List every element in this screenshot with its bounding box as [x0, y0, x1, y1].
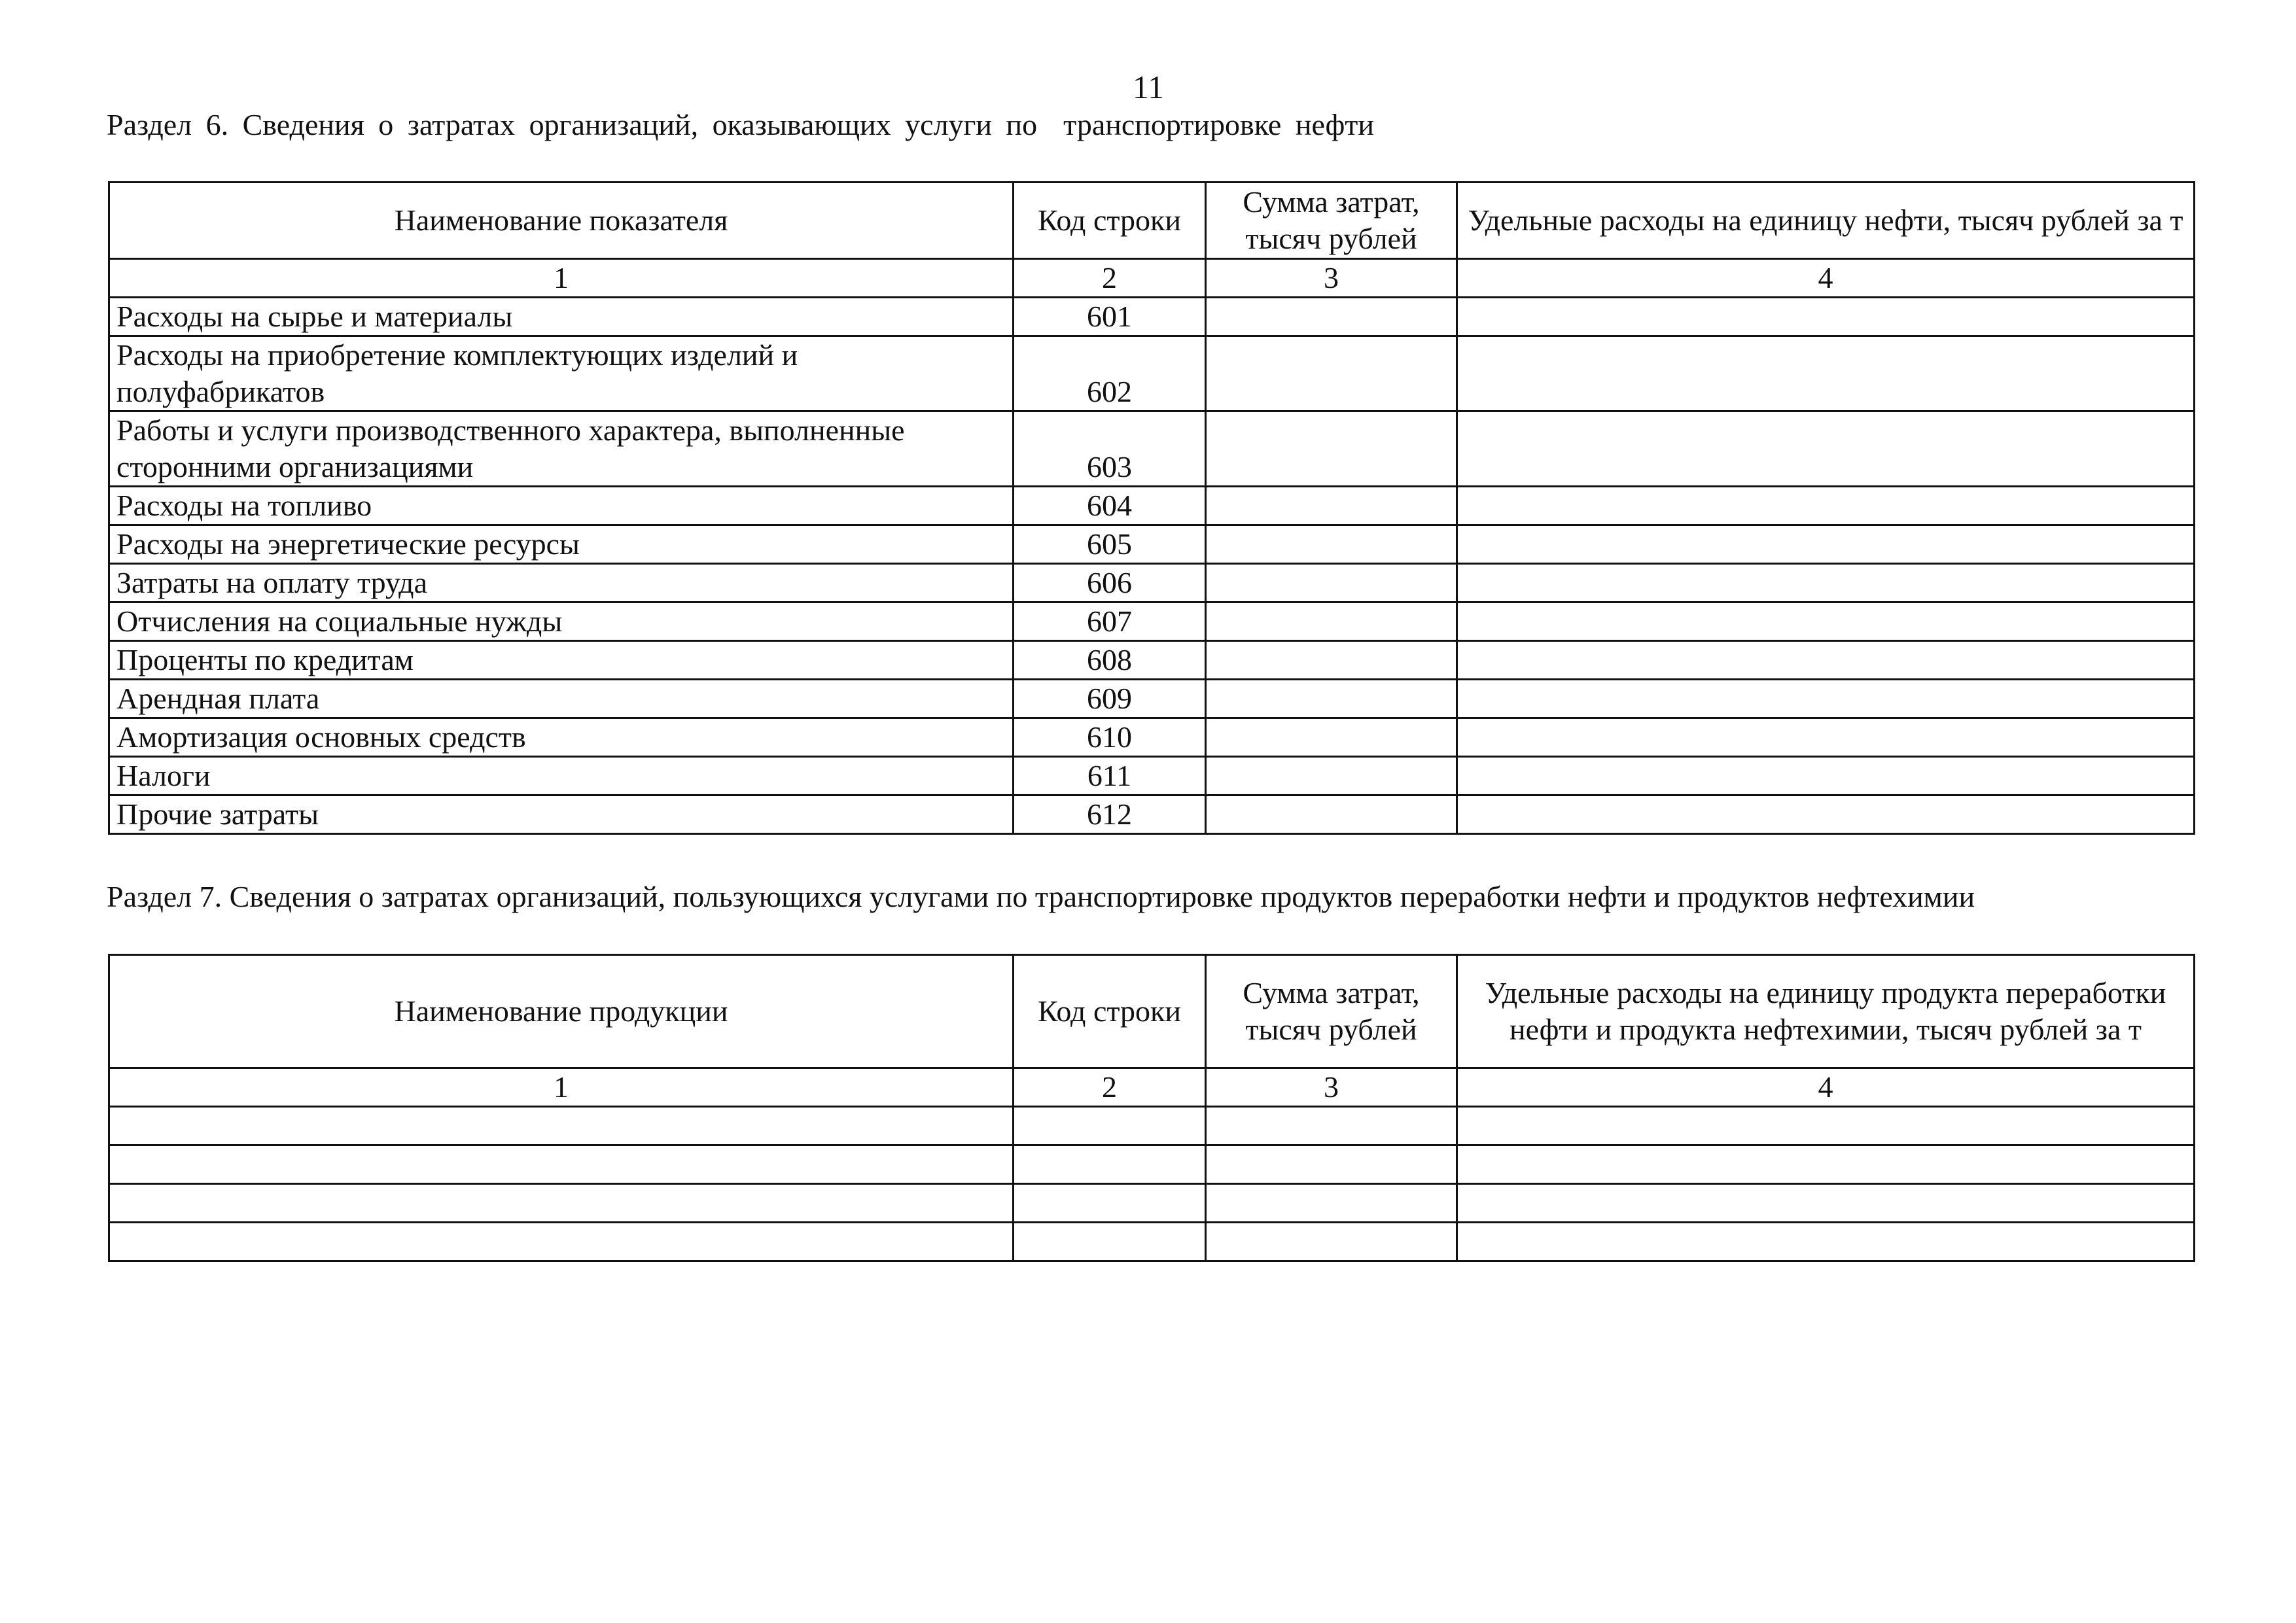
- row-code: 610: [1014, 718, 1206, 757]
- product-name-cell[interactable]: [109, 1107, 1014, 1145]
- column-number: 1: [109, 259, 1014, 298]
- empty-row: [109, 1223, 2195, 1261]
- row-code: 612: [1014, 795, 1206, 834]
- row-name: Отчисления на социальные нужды: [109, 602, 1014, 641]
- sum-cell[interactable]: [1206, 298, 1457, 336]
- sum-cell[interactable]: [1206, 336, 1457, 411]
- code-cell[interactable]: [1014, 1223, 1206, 1261]
- header-sum: Сумма затрат, тысяч рублей: [1206, 955, 1457, 1068]
- sum-cell[interactable]: [1206, 564, 1457, 602]
- section-6-title: [107, 110, 1374, 140]
- column-number-row: [109, 259, 2195, 298]
- sum-cell[interactable]: [1206, 411, 1457, 487]
- unit-cost-cell[interactable]: [1457, 680, 2195, 718]
- table-row: [109, 602, 2195, 641]
- empty-row: [109, 1145, 2195, 1184]
- table-row: [109, 564, 2195, 602]
- header-row: [109, 955, 2195, 1068]
- row-name: Прочие затраты: [109, 795, 1014, 834]
- section-7-title: Раздел 7. Сведения о затратах организаций, пользующихся услугами по транспортировке продуктов переработки нефти и продуктов нефтехимии: [107, 880, 1975, 913]
- header-name: Наименование показателя: [109, 183, 1014, 259]
- table-row: [109, 641, 2195, 680]
- sum-cell[interactable]: [1206, 1107, 1457, 1145]
- row-code: 607: [1014, 602, 1206, 641]
- code-cell[interactable]: [1014, 1145, 1206, 1184]
- sum-cell[interactable]: [1206, 1223, 1457, 1261]
- sum-cell[interactable]: [1206, 1145, 1457, 1184]
- sum-cell[interactable]: [1206, 487, 1457, 525]
- row-name: Работы и услуги производственного характера, выполненные сторонними организациями: [109, 411, 1014, 487]
- row-name: Налоги: [109, 757, 1014, 795]
- code-cell[interactable]: [1014, 1184, 1206, 1223]
- header-code: Код строки: [1014, 183, 1206, 259]
- unit-cost-cell[interactable]: [1457, 1184, 2195, 1223]
- section-6-table: [108, 181, 2195, 835]
- sum-cell[interactable]: [1206, 718, 1457, 757]
- sum-cell[interactable]: [1206, 525, 1457, 564]
- header-name: Наименование продукции: [109, 955, 1014, 1068]
- page-number: 11: [1132, 69, 1165, 105]
- row-code: 603: [1014, 411, 1206, 487]
- row-code: 602: [1014, 336, 1206, 411]
- column-number-row: [109, 1068, 2195, 1107]
- table-row: [109, 680, 2195, 718]
- empty-row: [109, 1184, 2195, 1223]
- header-code: Код строки: [1014, 955, 1206, 1068]
- unit-cost-cell[interactable]: [1457, 487, 2195, 525]
- table-row: [109, 525, 2195, 564]
- row-name: Расходы на энергетические ресурсы: [109, 525, 1014, 564]
- row-code: 605: [1014, 525, 1206, 564]
- table-row: [109, 757, 2195, 795]
- section-6-title-part2: транспортировке нефти: [1063, 108, 1374, 141]
- row-code: 604: [1014, 487, 1206, 525]
- table-row: [109, 718, 2195, 757]
- row-code: 611: [1014, 757, 1206, 795]
- table-row: [109, 336, 2195, 411]
- section-7-table: [108, 954, 2195, 1262]
- column-number: 3: [1206, 1068, 1457, 1107]
- row-code: 601: [1014, 298, 1206, 336]
- column-number: 4: [1457, 259, 2195, 298]
- unit-cost-cell[interactable]: [1457, 718, 2195, 757]
- unit-cost-cell[interactable]: [1457, 757, 2195, 795]
- row-name: Расходы на приобретение комплектующих изделий и полуфабрикатов: [109, 336, 1014, 411]
- row-name: Расходы на топливо: [109, 487, 1014, 525]
- sum-cell[interactable]: [1206, 757, 1457, 795]
- row-name: Арендная плата: [109, 680, 1014, 718]
- sum-cell[interactable]: [1206, 602, 1457, 641]
- unit-cost-cell[interactable]: [1457, 1145, 2195, 1184]
- column-number: 2: [1014, 259, 1206, 298]
- row-code: 606: [1014, 564, 1206, 602]
- unit-cost-cell[interactable]: [1457, 411, 2195, 487]
- unit-cost-cell[interactable]: [1457, 1223, 2195, 1261]
- row-name: Расходы на сырье и материалы: [109, 298, 1014, 336]
- row-name: Затраты на оплату труда: [109, 564, 1014, 602]
- header-row: [109, 183, 2195, 259]
- unit-cost-cell[interactable]: [1457, 602, 2195, 641]
- unit-cost-cell[interactable]: [1457, 641, 2195, 680]
- column-number: 3: [1206, 259, 1457, 298]
- unit-cost-cell[interactable]: [1457, 1107, 2195, 1145]
- row-name: Амортизация основных средств: [109, 718, 1014, 757]
- section-6-title-part1: Раздел 6. Сведения о затратах организаций, оказывающих услуги по: [107, 108, 1038, 141]
- table-row: [109, 411, 2195, 487]
- sum-cell[interactable]: [1206, 680, 1457, 718]
- product-name-cell[interactable]: [109, 1184, 1014, 1223]
- sum-cell[interactable]: [1206, 641, 1457, 680]
- header-unit-cost: Удельные расходы на единицу нефти, тысяч рублей за т: [1457, 183, 2195, 259]
- empty-row: [109, 1107, 2195, 1145]
- unit-cost-cell[interactable]: [1457, 298, 2195, 336]
- column-number: 2: [1014, 1068, 1206, 1107]
- sum-cell[interactable]: [1206, 795, 1457, 834]
- product-name-cell[interactable]: [109, 1145, 1014, 1184]
- table-row: [109, 487, 2195, 525]
- row-name: Проценты по кредитам: [109, 641, 1014, 680]
- row-code: 608: [1014, 641, 1206, 680]
- table-row: [109, 298, 2195, 336]
- row-code: 609: [1014, 680, 1206, 718]
- column-number: 4: [1457, 1068, 2195, 1107]
- header-sum: Сумма затрат, тысяч рублей: [1206, 183, 1457, 259]
- unit-cost-cell[interactable]: [1457, 336, 2195, 411]
- unit-cost-cell[interactable]: [1457, 525, 2195, 564]
- header-unit-cost: Удельные расходы на единицу продукта переработки нефти и продукта нефтехимии, тысяч рублей за т: [1457, 955, 2195, 1068]
- sum-cell[interactable]: [1206, 1184, 1457, 1223]
- table-row: [109, 795, 2195, 834]
- product-name-cell[interactable]: [109, 1223, 1014, 1261]
- code-cell[interactable]: [1014, 1107, 1206, 1145]
- column-number: 1: [109, 1068, 1014, 1107]
- unit-cost-cell[interactable]: [1457, 564, 2195, 602]
- unit-cost-cell[interactable]: [1457, 795, 2195, 834]
